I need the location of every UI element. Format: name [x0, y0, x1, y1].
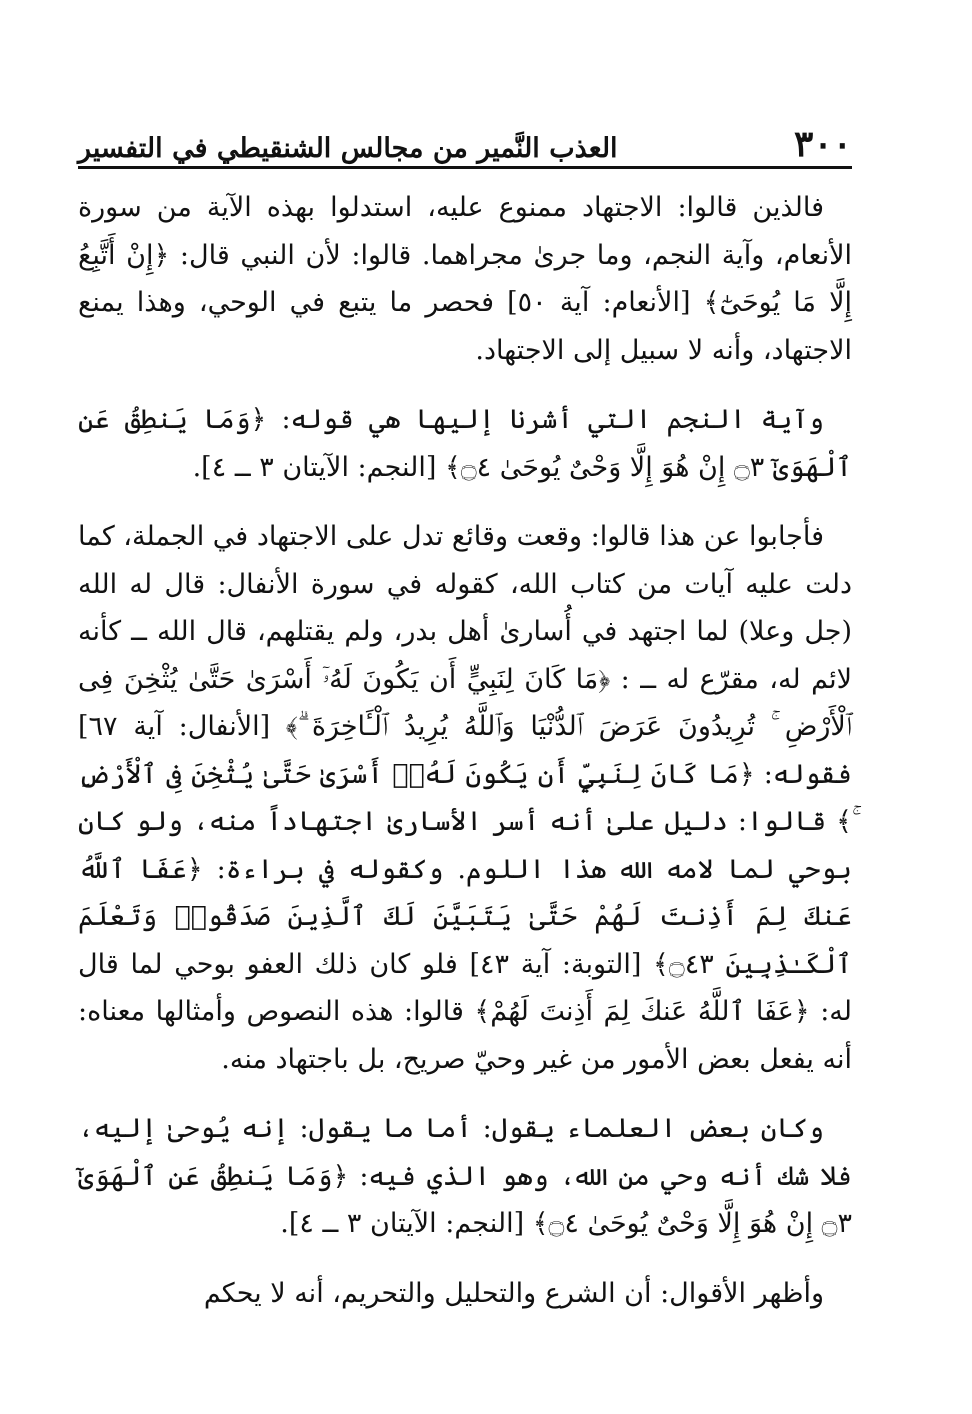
running-head [78, 112, 852, 165]
paragraph-4: وكان بعض العلماء يقول: أما ما يقول: إنه يُوحىٰ إليه، فلا شك أنه وحي من الله، وهو الذي فيه: ﴿وَمَا يَنطِقُ عَنِ ٱلْهَوَىٰٓ ۝٣ إِنْ هُوَ إِلَّا وَحْىٌ يُوحَىٰ ۝٤﴾ [النجم: الآيتان ٣ ــ ٤]. [78, 1113, 852, 1239]
page-number: ٣٠٠ [793, 123, 852, 165]
paragraph-5: وأظهر الأقوال: أن الشرع والتحليل والتحريم، أنه لا يحكم [203, 1277, 824, 1309]
running-head-title: العذب النَّمير من مجالس الشنقيطي في التفسير [78, 133, 618, 164]
paragraph-2: وآية النجم التي أشرنا إليها هي قوله: ﴿وَمَا يَنطِقُ عَنِ ٱلْهَوَىٰٓ ۝٣ إِنْ هُوَ إِلَّا وَحْىٌ يُوحَىٰ ۝٤﴾ [النجم: الآيتان ٣ ــ ٤]. [78, 404, 852, 483]
body-text [78, 184, 852, 1317]
paragraph-3: فأجابوا عن هذا قالوا: وقعت وقائع تدل على الاجتهاد في الجملة، كما دلت عليه آيات من كتاب الله، كقوله في سورة الأنفال: قال له الله (جل وعلا) لما اجتهد في أُسارىٰ أهل بدر، ولم يقتلهم، قال الله ــ كأنه لائم له، مقرّع له ــ : ﴿مَا كَانَ لِنَبِيٍّ أَن يَكُونَ لَهُۥٓ أَسْرَىٰ حَتَّىٰ يُثْخِنَ فِى ٱلْأَرْضِ ۚ تُرِيدُونَ عَرَضَ ٱلدُّنْيَا وَٱللَّهُ يُرِيدُ ٱلْـَٔاخِرَةَ ۗ﴾ [الأنفال: آية ٦٧] فقوله: ﴿مَا كَانَ لِنَبِيٍّ أَن يَكُونَ لَهُۥٓ أَسْرَىٰ حَتَّىٰ يُثْخِنَ فِى ٱلْأَرْضِ ۚ﴾ قالوا: دليل علىٰ أنه أسر الأسارىٰ اجتهاداً منه، ولو كان بوحي لما لامه الله هذا اللوم. وكقوله في براءة: ﴿عَفَا ٱللَّهُ عَنكَ لِمَ أَذِنتَ لَهُمْ حَتَّىٰ يَتَبَيَّنَ لَكَ ٱلَّذِينَ صَدَقُوا۟ وَتَعْلَمَ ٱلْكَـٰذِبِينَ ۝٤٣﴾ [التوبة: آية ٤٣] فلو كان ذلك العفو بوحي لما قال له: ﴿عَفَا ٱللَّهُ عَنكَ لِمَ أَذِنتَ لَهُمْ﴾ قالوا: هذه النصوص وأمثالها معناه: أنه يفعل بعض الأمور من غير وحيّ صريح، بل باجتهاد منه. [78, 521, 852, 1075]
paragraph-1: فالذين قالوا: الاجتهاد ممنوع عليه، استدلوا بهذه الآية من سورة الأنعام، وآية النجم، وما جرىٰ مجراهما. قالوا: لأن النبي قال: ﴿إِنْ أَتَّبِعُ إِلَّا مَا يُوحَىٰٓ﴾ [الأنعام: آية ٥٠] فحصر ما يتبع في الوحي، وهذا يمنع الاجتهاد، وأنه لا سبيل إلى الاجتهاد. [78, 192, 852, 366]
header-divider [78, 166, 852, 169]
